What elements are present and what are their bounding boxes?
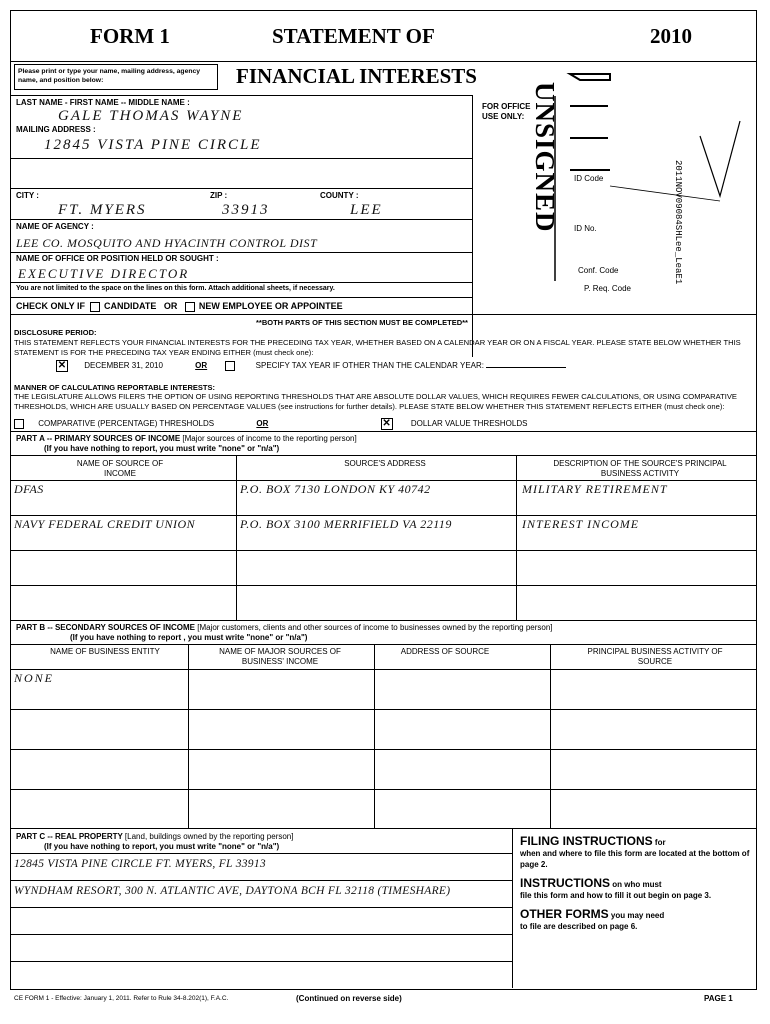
instructions-title[interactable]: INSTRUCTIONS	[520, 876, 610, 890]
dec31-checkbox[interactable]: ✕	[57, 360, 67, 371]
footer-center: (Continued on reverse side)	[296, 994, 402, 1003]
office-use-line-1: FOR OFFICE	[482, 102, 531, 111]
part-a-col-name: NAME OF SOURCE OF INCOME	[76, 459, 164, 478]
filing-for: for	[654, 838, 666, 847]
row-divider	[10, 515, 756, 516]
office-use-label	[482, 102, 530, 122]
part-a-note: (If you have nothing to report, you must write "none" or "n/a")	[44, 444, 280, 453]
part-a-col-activity: DESCRIPTION OF THE SOURCE'S PRINCIPAL BUSINESS ACTIVITY	[553, 459, 727, 478]
part-a-title-row	[16, 434, 357, 443]
row-divider	[10, 709, 756, 710]
other-forms-title[interactable]: OTHER FORMS	[520, 907, 609, 921]
instructions-text: file this form and how to fill it out begin on page 3.	[520, 891, 712, 900]
office-value[interactable]: EXECUTIVE DIRECTOR	[18, 266, 190, 281]
real-property-row[interactable]: 12845 VISTA PINE CIRCLE FT. MYERS, FL 33913	[14, 858, 266, 870]
city-label: CITY :	[16, 191, 39, 200]
comparative-label: COMPARATIVE (PERCENTAGE) THRESHOLDS	[38, 419, 215, 429]
row-divider	[10, 853, 512, 854]
unsigned-stamp: UNSIGNED	[530, 82, 560, 233]
page-number: PAGE 1	[704, 994, 733, 1003]
dollar-label: DOLLAR VALUE THRESHOLDS	[410, 419, 528, 429]
form-number: FORM 1	[90, 24, 170, 48]
specify-line[interactable]	[486, 367, 566, 368]
table-row-source-name[interactable]: NAVY FEDERAL CREDIT UNION	[14, 517, 196, 531]
period-text: THIS STATEMENT REFLECTS YOUR FINANCIAL INTERESTS FOR THE PRECEDING TAX YEAR, WHETHER BASED ON A CALENDAR YEAR OR ON A FISCAL YEAR. PLEASE STATE BELOW WHETHER THIS STATEMENT IS FOR THE PRECEDING TAX YEAR ENDING EITHER (must check one):	[14, 338, 741, 357]
agency-value[interactable]: LEE CO. MOSQUITO AND HYACINTH CONTROL DIST	[16, 236, 318, 250]
real-property-row[interactable]: WYNDHAM RESORT, 300 N. ATLANTIC AVE, DAYTONA BCH FL 32118 (TIMESHARE)	[14, 885, 451, 897]
part-a-subtitle: [Major sources of income to the reporting person]	[182, 434, 357, 443]
filing-text: when and where to file this form are located at the bottom of page 2.	[520, 849, 750, 869]
p-req-code-label: P. Req. Code	[584, 284, 631, 293]
new-employee-checkbox[interactable]	[185, 302, 195, 312]
manner-label: MANNER OF CALCULATING REPORTABLE INTERESTS:	[14, 383, 215, 392]
mailing-label: MAILING ADDRESS :	[16, 125, 96, 134]
new-employee-label: NEW EMPLOYEE OR APPOINTEE	[198, 301, 343, 311]
title-line-1: STATEMENT OF	[272, 24, 435, 48]
form-year: 2010	[650, 24, 692, 48]
period-label: DISCLOSURE PERIOD:	[14, 328, 97, 337]
form-page	[10, 10, 757, 1008]
filing-instructions-title[interactable]: FILING INSTRUCTIONS	[520, 834, 653, 848]
candidate-label: CANDIDATE	[104, 301, 157, 311]
space-note: You are not limited to the space on the lines on this form. Attach additional sheets, if necessary.	[16, 285, 335, 292]
barcode-text: 2011NOV09084SHLee_LeaE1	[673, 160, 683, 285]
part-b-col-sources: NAME OF MAJOR SOURCES OF BUSINESS' INCOME	[219, 647, 341, 666]
id-code-label: ID Code	[574, 174, 604, 183]
zip-value[interactable]: 33913	[222, 202, 270, 218]
table-row-cell[interactable]: NONE	[14, 671, 55, 685]
dec31-label: DECEMBER 31, 2010	[84, 361, 163, 371]
part-b-col-activity: PRINCIPAL BUSINESS ACTIVITY OF SOURCE	[587, 647, 723, 666]
table-row-source-activity[interactable]: INTEREST INCOME	[522, 517, 640, 531]
row-divider	[10, 550, 756, 551]
table-row-source-name[interactable]: DFAS	[14, 482, 44, 496]
part-b-col-address: ADDRESS OF SOURCE	[400, 647, 490, 656]
part-c-subtitle: [Land, buildings owned by the reporting person]	[124, 832, 294, 841]
footer-left: CE FORM 1 - Effective: January 1, 2011. Refer to Rule 34-8.202(1), F.A.C.	[14, 995, 229, 1002]
part-c-title-row	[16, 832, 293, 841]
agency-label: NAME OF AGENCY :	[16, 222, 94, 231]
manner-text: THE LEGISLATURE ALLOWS FILERS THE OPTION OF USING REPORTING THRESHOLDS THAT ARE ABSOLUTE DOLLAR VALUES, WHICH REQUIRES FEWER CALCULATIONS, OR USING COMPARATIVE THRESHOLDS, WHICH ARE USUALLY BASED ON PERCENTAGE VALUES (see instructions for further details). PLEASE STATE BELOW WHETHER THIS STATEMENT REFLECTS EITHER (must check one):	[14, 392, 737, 411]
office-stamp-marks	[550, 66, 750, 316]
specify-checkbox[interactable]	[225, 361, 235, 371]
instructions-on: on who must	[612, 880, 662, 889]
row-divider	[10, 934, 512, 935]
city-value[interactable]: FT. MYERS	[58, 202, 147, 218]
part-a-title: PART A -- PRIMARY SOURCES OF INCOME	[16, 434, 181, 443]
print-instructions: Please print or type your name, mailing address, agency name, and position below:	[14, 64, 218, 90]
check-or-label: OR	[163, 301, 178, 311]
office-use-line-2: USE ONLY:	[482, 112, 525, 121]
office-label: NAME OF OFFICE OR POSITION HELD OR SOUGHT :	[16, 254, 219, 263]
table-row-source-activity[interactable]: MILITARY RETIREMENT	[522, 482, 668, 496]
period-or: OR	[195, 361, 208, 371]
other-forms-on: you may need	[610, 911, 665, 920]
mailing-value[interactable]: 12845 VISTA PINE CIRCLE	[44, 137, 262, 153]
part-c-note: (If you have nothing to report, you must write "none" or "n/a")	[44, 842, 280, 851]
threshold-options	[14, 418, 527, 430]
part-b-title-row	[16, 623, 553, 632]
id-no-label: ID No.	[574, 224, 597, 233]
table-row-source-address[interactable]: P.O. BOX 3100 MERRIFIELD VA 22119	[240, 517, 452, 531]
must-complete: **BOTH PARTS OF THIS SECTION MUST BE COMPLETED**	[256, 318, 468, 327]
table-row-source-address[interactable]: P.O. BOX 7130 LONDON KY 40742	[240, 482, 431, 496]
part-b-title: PART B -- SECONDARY SOURCES OF INCOME	[16, 623, 195, 632]
row-divider	[10, 961, 512, 962]
check-only-row	[16, 301, 343, 312]
period-options	[56, 360, 566, 372]
zip-label: ZIP :	[210, 191, 228, 200]
title-line-2: FINANCIAL INTERESTS	[236, 64, 477, 88]
row-divider	[10, 585, 756, 586]
county-value[interactable]: LEE	[350, 202, 383, 218]
row-divider	[10, 789, 756, 790]
part-b-note: (If you have nothing to report , you must write "none" or "n/a")	[70, 633, 308, 642]
dollar-checkbox[interactable]: ✕	[382, 418, 391, 429]
candidate-checkbox[interactable]	[90, 302, 100, 312]
part-a-col-address: SOURCE'S ADDRESS	[344, 459, 426, 468]
part-b-subtitle: [Major customers, clients and other sources of income to businesses owned by the reporting person]	[197, 623, 553, 632]
threshold-or: OR	[256, 419, 269, 429]
part-c-title: PART C -- REAL PROPERTY	[16, 832, 123, 841]
name-label: LAST NAME - FIRST NAME -- MIDDLE NAME :	[16, 98, 190, 107]
check-only-label: CHECK ONLY IF	[16, 301, 86, 311]
part-b-col-entity: NAME OF BUSINESS ENTITY	[50, 647, 160, 656]
row-divider	[10, 880, 512, 881]
name-value[interactable]: GALE THOMAS WAYNE	[58, 108, 244, 124]
row-divider	[10, 749, 756, 750]
row-divider	[10, 907, 512, 908]
conf-code-label: Conf. Code	[578, 266, 619, 275]
county-label: COUNTY :	[320, 191, 359, 200]
instructions-box	[520, 836, 750, 932]
specify-label: SPECIFY TAX YEAR IF OTHER THAN THE CALENDAR YEAR:	[255, 361, 484, 371]
comparative-checkbox[interactable]	[14, 419, 24, 429]
other-forms-text: to file are described on page 6.	[520, 922, 638, 931]
